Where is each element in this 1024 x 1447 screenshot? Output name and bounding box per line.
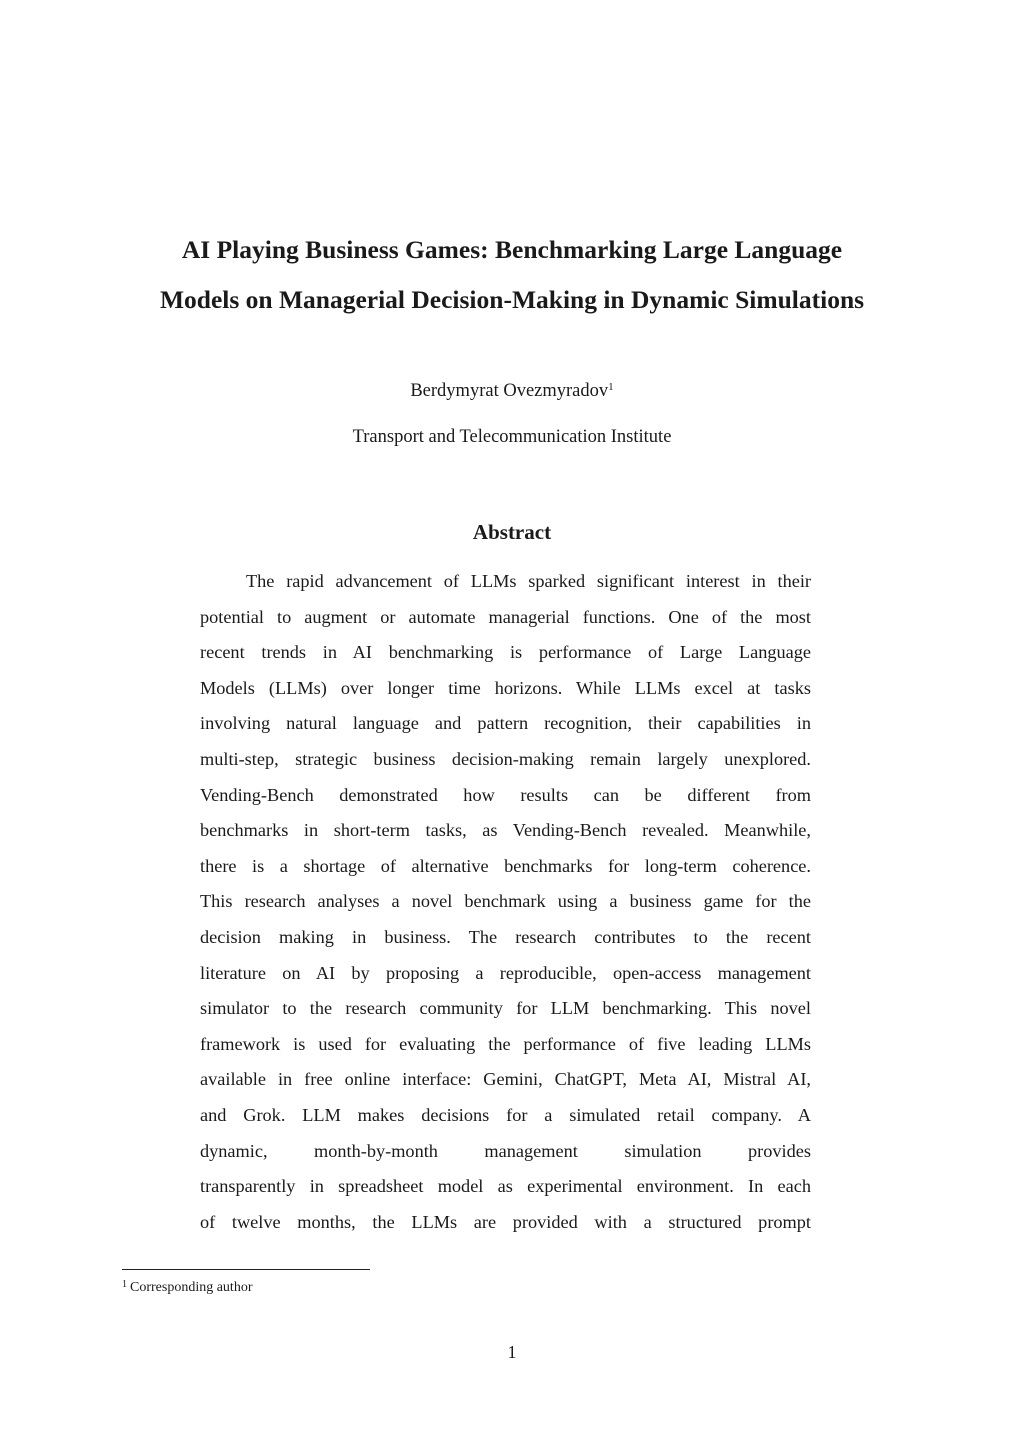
abstract-body	[200, 564, 811, 1240]
footnote-text: Corresponding author	[130, 1280, 253, 1295]
paper-title-line-2: Models on Managerial Decision-Making in Dynamic Simulations	[159, 285, 865, 314]
abstract-line: Vending-Bench demonstrated how results can be different from	[200, 784, 811, 805]
paper-title	[0, 225, 1024, 325]
abstract-line: dynamic, month-by-month management simulation provides	[200, 1140, 811, 1161]
page-number: 1	[507, 1342, 517, 1362]
abstract-line: multi-step, strategic business decision-making remain largely unexplored.	[200, 748, 811, 769]
footnote-divider	[122, 1269, 370, 1270]
abstract-line: there is a shortage of alternative benchmarks for long-term coherence.	[200, 855, 811, 876]
abstract-line: The rapid advancement of LLMs sparked significant interest in their	[246, 571, 811, 591]
abstract-line: and Grok. LLM makes decisions for a simulated retail company. A	[200, 1104, 811, 1125]
author-line	[0, 378, 1024, 404]
abstract-line: benchmarks in short-term tasks, as Vending-Bench revealed. Meanwhile,	[200, 820, 811, 841]
author-footnote-mark: 1	[608, 381, 614, 393]
abstract-line: decision making in business. The research contributes to the recent	[200, 926, 811, 947]
abstract-line: Models (LLMs) over longer time horizons. While LLMs excel at tasks	[200, 677, 811, 698]
abstract-heading: Abstract	[472, 520, 552, 544]
footnote	[122, 1278, 252, 1298]
abstract-line: potential to augment or automate managerial functions. One of the most	[200, 606, 811, 627]
abstract-line: This research analyses a novel benchmark using a business game for the	[200, 891, 811, 912]
abstract-line: framework is used for evaluating the performance of five leading LLMs	[200, 1033, 811, 1054]
abstract-line: of twelve months, the LLMs are provided with a structured prompt	[200, 1211, 811, 1232]
author-affiliation: Transport and Telecommunication Institute	[352, 427, 672, 447]
abstract-line: simulator to the research community for LLM benchmarking. This novel	[200, 998, 811, 1019]
abstract-line: transparently in spreadsheet model as experimental environment. In each	[200, 1176, 811, 1197]
footnote-mark: 1	[122, 1279, 127, 1290]
abstract-line: literature on AI by proposing a reproducible, open-access management	[200, 962, 811, 983]
abstract-line: recent trends in AI benchmarking is performance of Large Language	[200, 642, 811, 663]
abstract-line: available in free online interface: Gemini, ChatGPT, Meta AI, Mistral AI,	[200, 1069, 811, 1090]
author-name: Berdymyrat Ovezmyradov	[410, 381, 609, 401]
abstract-line: involving natural language and pattern recognition, their capabilities in	[200, 713, 811, 734]
paper-title-line-1: AI Playing Business Games: Benchmarking Large Language	[181, 235, 843, 264]
